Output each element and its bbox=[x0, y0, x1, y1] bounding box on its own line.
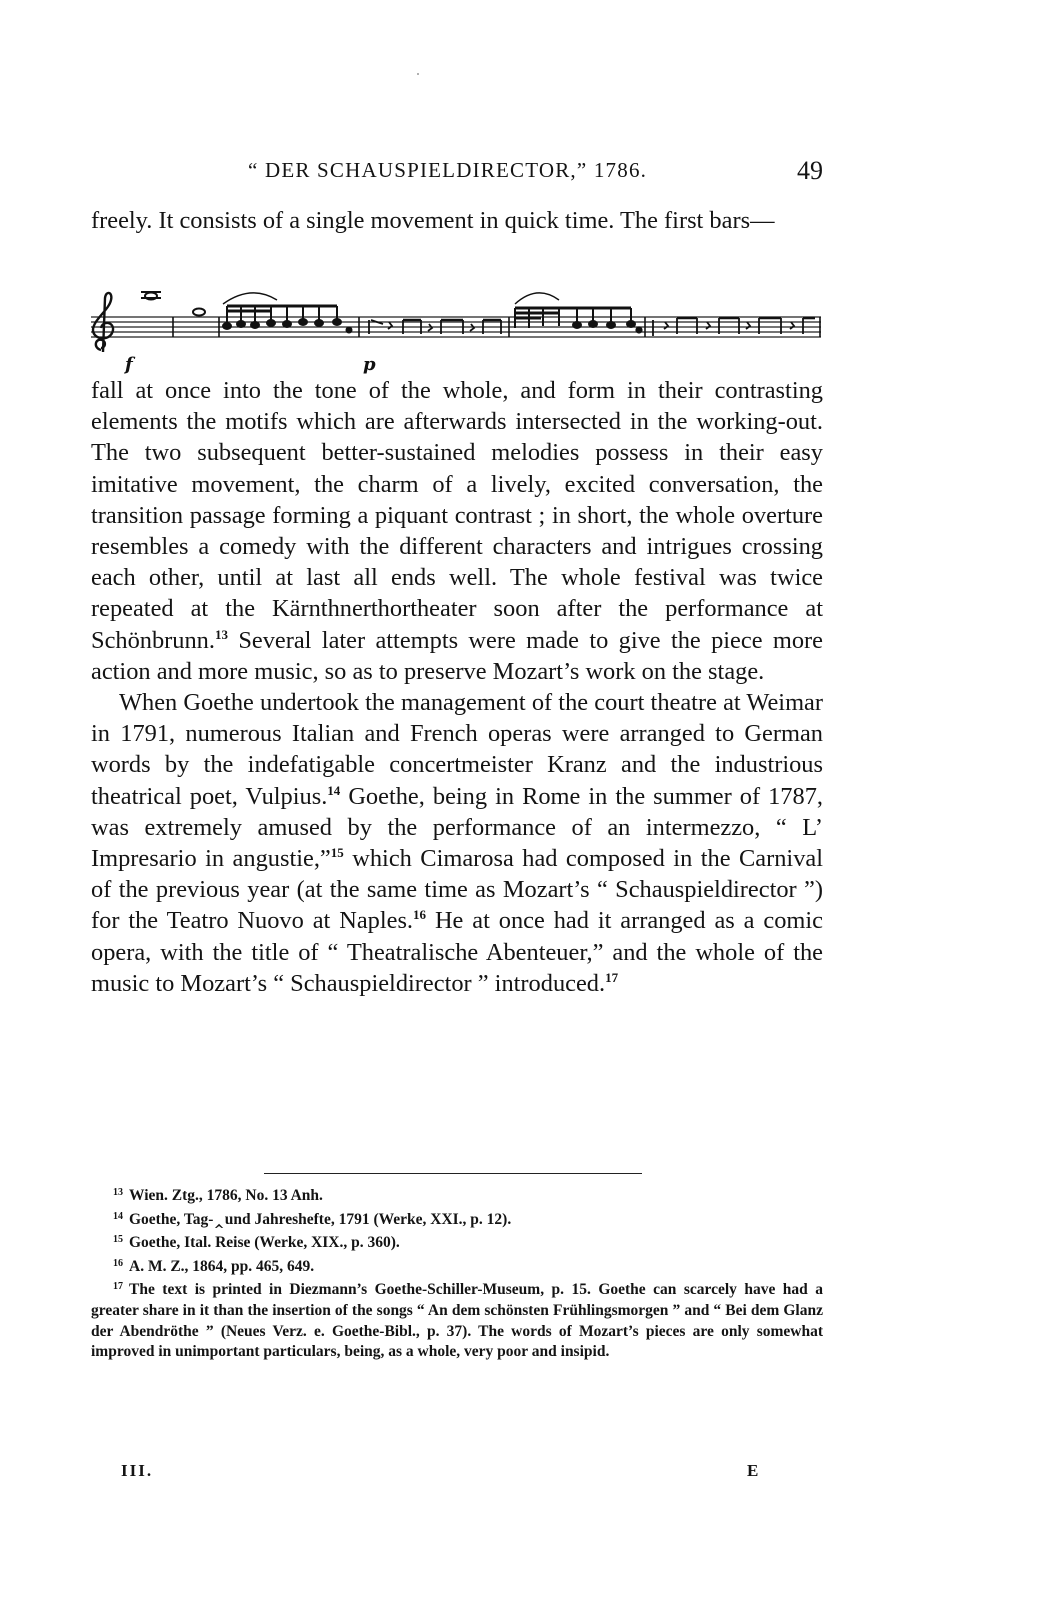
footnote-ref-14[interactable]: 14 bbox=[327, 782, 341, 798]
footnote-rule bbox=[264, 1173, 642, 1174]
footnote-ref-13[interactable]: 13 bbox=[214, 626, 228, 642]
footnote-13: $^{13}$ Wien. Ztg., 1786, No. 13 Anh. bbox=[113, 1187, 323, 1204]
whole-notes bbox=[141, 292, 205, 316]
paragraph-2: When Goethe undertook the management of the court theatre at Weimar in 1791, numerous Italian and French operas were arranged to German words by the indefatigable concertmeister Kranz and the industrious theatrical poet, Vulpius.$^{14}$ Goethe, being in Rome in the summer of 1787, was extremely amused by the performance of an intermezzo, “ L’ Impresario in angustie,”$^{15}$ which Cimarosa had composed in the Carnival of the previous year (at the same time as Mozart’s “ Schauspieldirector ”) for the Teatro Nuovo at Naples.$^{16}$ He at once had it arranged as a comic opera, with the title of “ Theatralische Abenteuer,” and the whole of the music to Mozart’s “ Schauspieldirector ” introduced.$^{17}$ bbox=[91, 689, 823, 997]
footnote-15: $^{15}$ Goethe, Ital. Reise (Werke, XIX., p. 360). bbox=[113, 1234, 400, 1252]
running-head-title: “ DER SCHAUSPIELDIRECTOR,” 1786. bbox=[248, 158, 648, 182]
paragraph-1: fall at once into the tone of the whole, and form in their contrasting elements the motifs which are afterwards intersected in the working-out. The two subsequent better-sustained melodies possess in their easy imitative movement, the charm of a lively, excited conversation, the transition passage forming a piquant contrast ; in short, the whole overture resembles a comedy with the different characters and intrigues crossing each other, until at last all ends well. The whole festival was twice repeated at the Kärnthnerthortheater soon after the performance at Schönbrunn.$^{13}$ Several later attempts were made to give the piece more action and more music, so as to preserve Mozart’s work on the stage. bbox=[91, 377, 823, 685]
running-head bbox=[91, 158, 823, 192]
footnote-ref-16[interactable]: 16 bbox=[413, 907, 427, 923]
signature-line bbox=[91, 1461, 823, 1485]
footnote-ref-15[interactable]: 15 bbox=[330, 845, 344, 861]
treble-clef bbox=[93, 293, 113, 352]
body-text bbox=[91, 375, 823, 999]
dynamic-piano: p bbox=[363, 354, 376, 374]
dynamic-forte: f bbox=[125, 354, 133, 374]
intro-sentence: freely. It consists of a single movement in quick time. The first bars— bbox=[91, 207, 775, 234]
volume-mark: III. bbox=[121, 1461, 154, 1480]
beamed-notes-1 bbox=[223, 293, 341, 329]
print-speck bbox=[417, 73, 419, 75]
signature-letter: E bbox=[747, 1461, 759, 1480]
footnote-17: $^{17}$ The text is printed in Diezmann’s Goethe-Schiller-Museum, p. 15. Goethe can scarcely have had a greater share in it than the insertion of the songs “ An dem schönsten Frühlingsmorgen ” and “ Bei dem Glanz der Abendröthe ” (Neues Verz. e. Goethe-Bibl., p. 37). The words of Mozart’s pieces are only somewhat improved in unimportant particulars, being, as a whole, very poor and insipid. bbox=[91, 1281, 823, 1361]
music-excerpt bbox=[91, 278, 823, 374]
footnote-14: $^{14}$ Goethe, Tag-‸und Jahreshefte, 1791 (Werke, XXI., p. 12). bbox=[113, 1210, 512, 1228]
page-number: 49 bbox=[797, 156, 823, 185]
footnote-ref-17[interactable]: 17 bbox=[605, 969, 619, 985]
intro-text bbox=[91, 205, 823, 236]
footnote-16: $^{16}$ A. M. Z., 1864, pp. 465, 649. bbox=[113, 1257, 315, 1275]
footnotes bbox=[91, 1183, 823, 1363]
